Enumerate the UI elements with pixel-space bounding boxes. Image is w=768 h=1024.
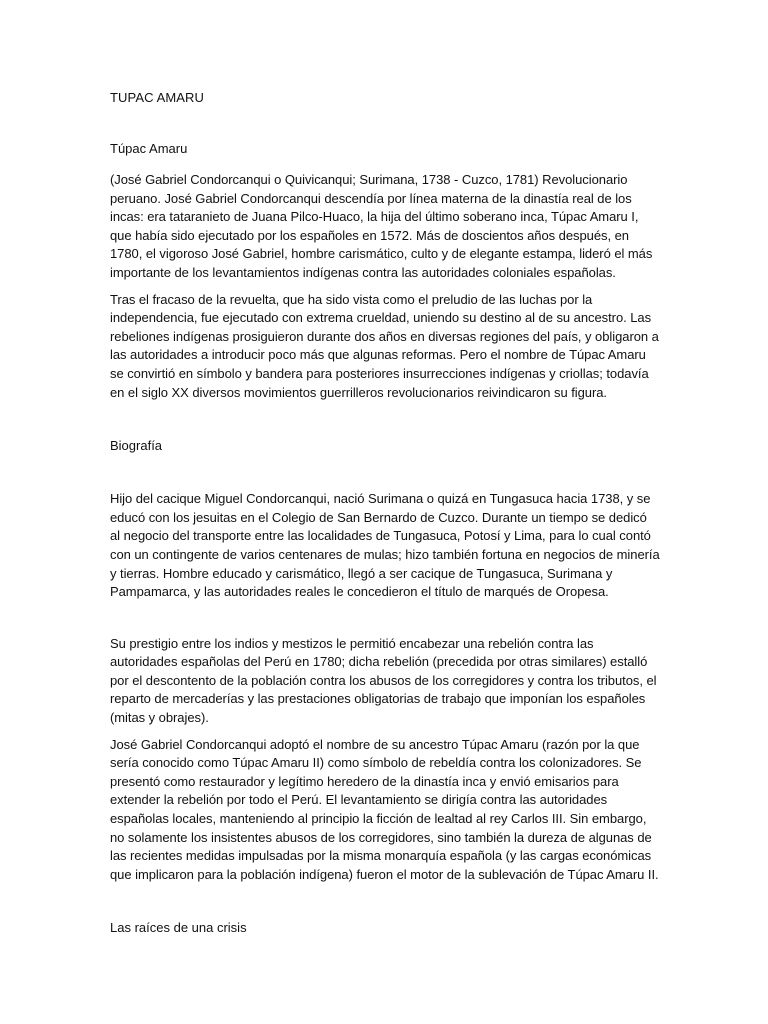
- paragraph-biography-name: José Gabriel Condorcanqui adoptó el nombre de su ancestro Túpac Amaru (razón por la que sería conocido como Túpac Amaru II) como símbolo de rebeldía contra los colonizadores. Se presentó como restaurador y legítimo heredero de la dinastía inca y envió emisarios para extender la rebelión por todo el Perú. El levantamiento se dirigía contra las autoridades españolas locales, manteniendo al principio la ficción de lealtad al rey Carlos III. Sin embargo, no solamente los insistentes abusos de los corregidores, sino también la dureza de algunas de las recientes medidas impulsadas por la misma monarquía española (y las cargas económicas que implicaron para la población indígena) fueron el motor de la sublevación de Túpac Amaru II.: [110, 736, 659, 882]
- section-heading-tupac-amaru: Túpac Amaru: [110, 141, 188, 156]
- document-title: TUPAC AMARU: [110, 90, 205, 105]
- document-page: [110, 89, 660, 937]
- paragraph-revolt: Tras el fracaso de la revuelta, que ha sido vista como el preludio de las luchas por la independencia, fue ejecutado con extrema crueldad, uniendo su destino al de su ancestro. Las rebeliones indígenas prosiguieron durante dos años en diversas regiones del país, y obligaron a las autoridades a introducir poco más que algunas reformas. Pero el nombre de Túpac Amaru se convirtió en símbolo y bandera para posteriores insurrecciones indígenas y criollas; todavía en el siglo XX diversos movimientos guerrilleros revolucionarios reivindicaron su figura.: [110, 291, 659, 400]
- section-heading-biografia: Biografía: [110, 438, 163, 454]
- paragraph-intro: (José Gabriel Condorcanqui o Quivicanqui; Surimana, 1738 - Cuzco, 1781) Revolucionario peruano. José Gabriel Condorcanqui descendía por línea materna de la dinastía real de los incas: era tataranieto de Juana Pilco-Huaco, la hija del último soberano inca, Túpac Amaru I, que había sido ejecutado por los españoles en 1572. Más de doscientos años después, en 1780, el vigoroso José Gabriel, hombre carismático, culto y de elegante estampa, lideró el más importante de los levantamientos indígenas contra las autoridades coloniales españolas.: [110, 172, 653, 280]
- paragraph-biography-origins: Hijo del cacique Miguel Condorcanqui, nació Surimana o quizá en Tungasuca hacia 1738, y se educó con los jesuitas en el Colegio de San Bernardo de Cuzco. Durante un tiempo se dedicó al negocio del transporte entre las localidades de Tungasuca, Potosí y Lima, para lo cual contó con un contingente de varios centenares de mulas; hizo también fortuna en negocios de minería y tierras. Hombre educado y carismático, llegó a ser cacique de Tungasuca, Surimana y Pampamarca, y las autoridades reales le concedieron el título de marqués de Oropesa.: [110, 491, 660, 600]
- section-heading-raices: Las raíces de una crisis: [110, 920, 247, 936]
- paragraph-biography-rebellion: Su prestigio entre los indios y mestizos le permitió encabezar una rebelión contra las autoridades españolas del Perú en 1780; dicha rebelión (precedida por otras similares) estalló por el descontento de la población contra los abusos de los corregidores y contra los tributos, el reparto de mercaderías y las prestaciones obligatorias de trabajo que imponían los españoles (mitas y obrajes).: [110, 635, 657, 726]
